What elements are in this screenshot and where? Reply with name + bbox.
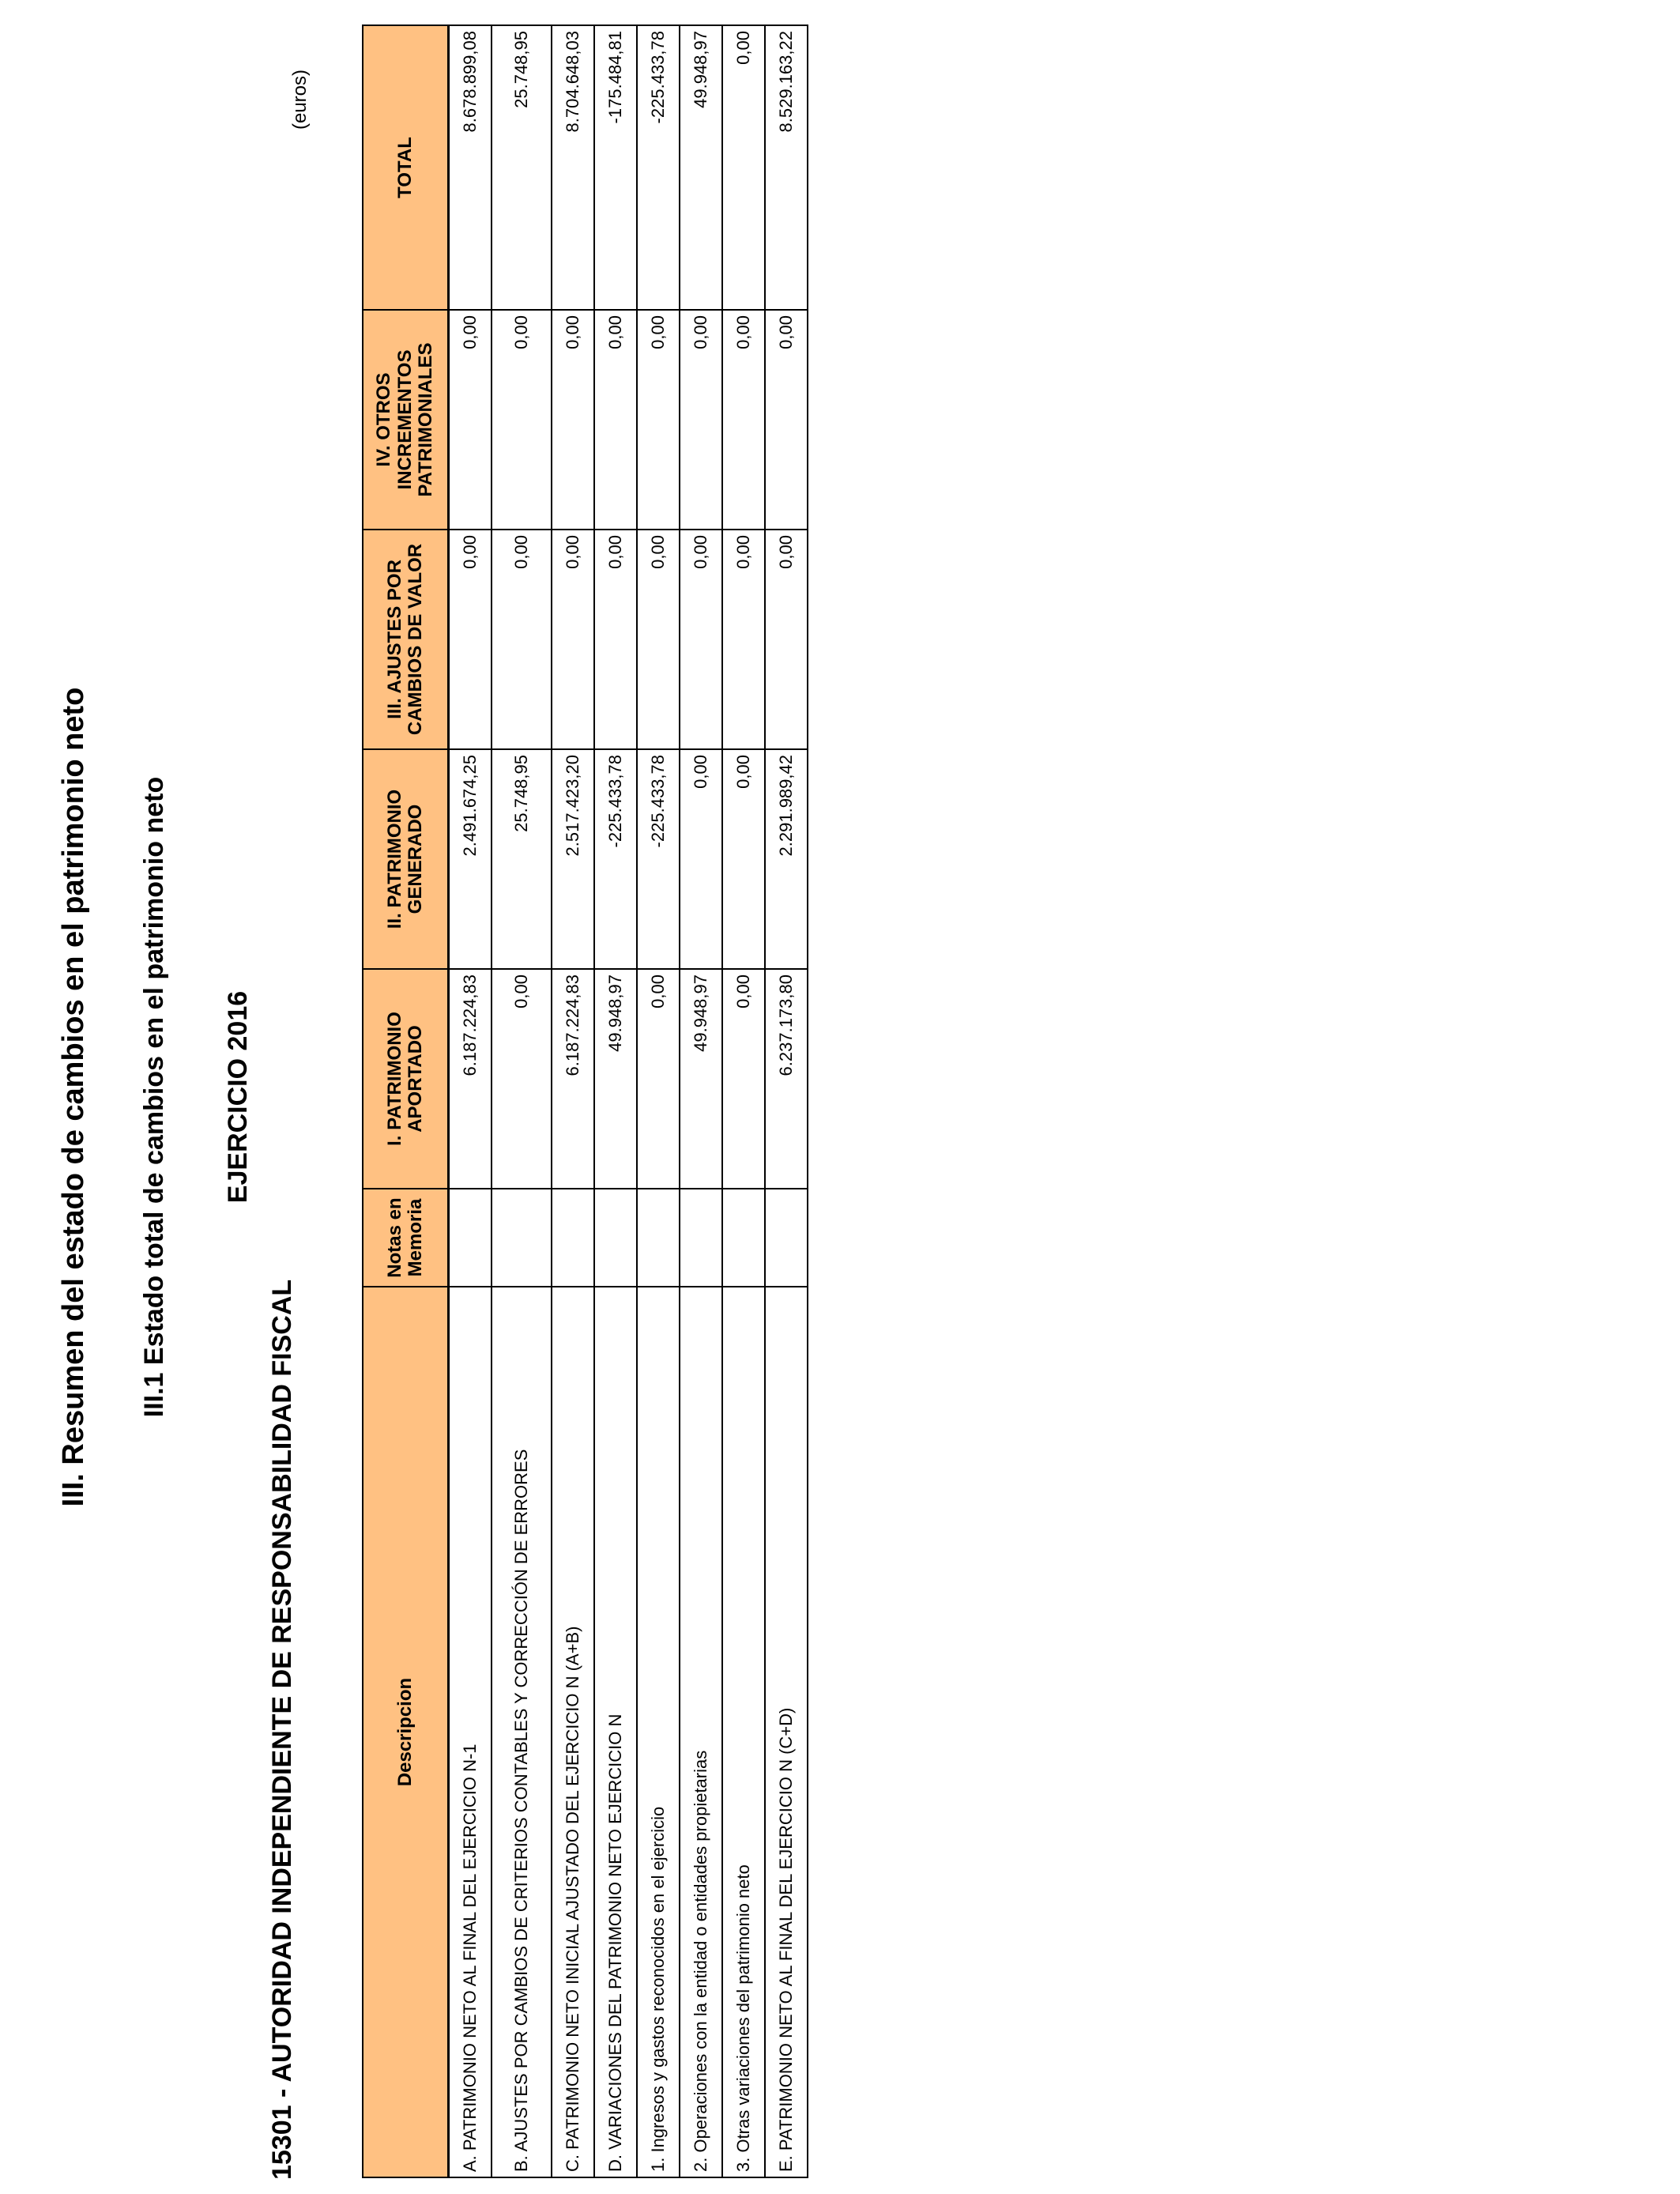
row-aportado: 49.948,97	[680, 969, 722, 1189]
row-total: 0,00	[722, 25, 765, 310]
col-header-generado: II. PATRIMONIO GENERADO	[363, 749, 449, 969]
equity-changes-table	[362, 25, 808, 2178]
col-header-aportado: I. PATRIMONIO APORTADO	[363, 969, 449, 1189]
row-otros: 0,00	[680, 310, 722, 530]
table-row	[492, 25, 552, 2177]
row-notes	[492, 1189, 552, 1287]
col-header-total: TOTAL	[363, 25, 449, 310]
row-notes	[722, 1189, 765, 1287]
currency-unit: (euros)	[289, 69, 311, 130]
row-generado: 25.748,95	[492, 749, 552, 969]
row-description: A. PATRIMONIO NETO AL FINAL DEL EJERCICIO N-1	[449, 1287, 492, 2177]
section-title: III.1 Estado total de cambios en el patrimonio neto	[139, 776, 169, 1418]
row-description: E. PATRIMONIO NETO AL FINAL DEL EJERCICIO N (C+D)	[765, 1287, 808, 2177]
row-total: 49.948,97	[680, 25, 722, 310]
row-generado: 2.291.989,42	[765, 749, 808, 969]
row-notes	[449, 1189, 492, 1287]
row-generado: 2.491.674,25	[449, 749, 492, 969]
row-notes	[680, 1189, 722, 1287]
row-aportado: 0,00	[492, 969, 552, 1189]
entity-name: 15301 - AUTORIDAD INDEPENDIENTE DE RESPONSABILIDAD FISCAL	[267, 1279, 297, 2180]
row-total: 25.748,95	[492, 25, 552, 310]
row-total: 8.529.163,22	[765, 25, 808, 310]
table-row	[552, 25, 594, 2177]
row-aportado: 6.187.224,83	[552, 969, 594, 1189]
table-row	[765, 25, 808, 2177]
row-notes	[637, 1189, 680, 1287]
row-description: B. AJUSTES POR CAMBIOS DE CRITERIOS CONTABLES Y CORRECCIÓN DE ERRORES	[492, 1287, 552, 2177]
table-row	[680, 25, 722, 2177]
row-otros: 0,00	[594, 310, 637, 530]
row-description: 3. Otras variaciones del patrimonio neto	[722, 1287, 765, 2177]
row-generado: -225.433,78	[637, 749, 680, 969]
row-total: 8.678.899,08	[449, 25, 492, 310]
row-aportado: 6.187.224,83	[449, 969, 492, 1189]
row-otros: 0,00	[449, 310, 492, 530]
col-header-otros: IV. OTROS INCREMENTOS PATRIMONIALES	[363, 310, 449, 530]
page-title: III. Resumen del estado de cambios en el patrimonio neto	[57, 687, 90, 1507]
row-total: -175.484,81	[594, 25, 637, 310]
row-otros: 0,00	[637, 310, 680, 530]
row-description: 2. Operaciones con la entidad o entidades propietarias	[680, 1287, 722, 2177]
row-ajustes: 0,00	[594, 530, 637, 749]
row-total: 8.704.648,03	[552, 25, 594, 310]
row-aportado: 0,00	[637, 969, 680, 1189]
row-generado: 0,00	[680, 749, 722, 969]
row-ajustes: 0,00	[722, 530, 765, 749]
row-aportado: 0,00	[722, 969, 765, 1189]
row-ajustes: 0,00	[552, 530, 594, 749]
row-generado: 0,00	[722, 749, 765, 969]
row-description: 1. Ingresos y gastos reconocidos en el ejercicio	[637, 1287, 680, 2177]
row-ajustes: 0,00	[637, 530, 680, 749]
table-header-row	[363, 25, 449, 2177]
row-total: -225.433,78	[637, 25, 680, 310]
col-header-ajustes: III. AJUSTES POR CAMBIOS DE VALOR	[363, 530, 449, 749]
row-otros: 0,00	[765, 310, 808, 530]
row-notes	[552, 1189, 594, 1287]
row-ajustes: 0,00	[449, 530, 492, 749]
col-header-notas: Notas en Memoria	[363, 1189, 449, 1287]
row-otros: 0,00	[492, 310, 552, 530]
table-row	[722, 25, 765, 2177]
row-description: D. VARIACIONES DEL PATRIMONIO NETO EJERCICIO N	[594, 1287, 637, 2177]
table-row	[449, 25, 492, 2177]
row-aportado: 6.237.173,80	[765, 969, 808, 1189]
row-description: C. PATRIMONIO NETO INICIAL AJUSTADO DEL EJERCICIO N (A+B)	[552, 1287, 594, 2177]
row-otros: 0,00	[722, 310, 765, 530]
table-row	[637, 25, 680, 2177]
row-notes	[594, 1189, 637, 1287]
row-generado: -225.433,78	[594, 749, 637, 969]
table-row	[594, 25, 637, 2177]
row-ajustes: 0,00	[765, 530, 808, 749]
row-otros: 0,00	[552, 310, 594, 530]
row-notes	[765, 1189, 808, 1287]
row-ajustes: 0,00	[680, 530, 722, 749]
col-header-descripcion: Descripcion	[363, 1287, 449, 2177]
row-ajustes: 0,00	[492, 530, 552, 749]
row-generado: 2.517.423,20	[552, 749, 594, 969]
fiscal-year: EJERCICIO 2016	[223, 990, 253, 1204]
row-aportado: 49.948,97	[594, 969, 637, 1189]
